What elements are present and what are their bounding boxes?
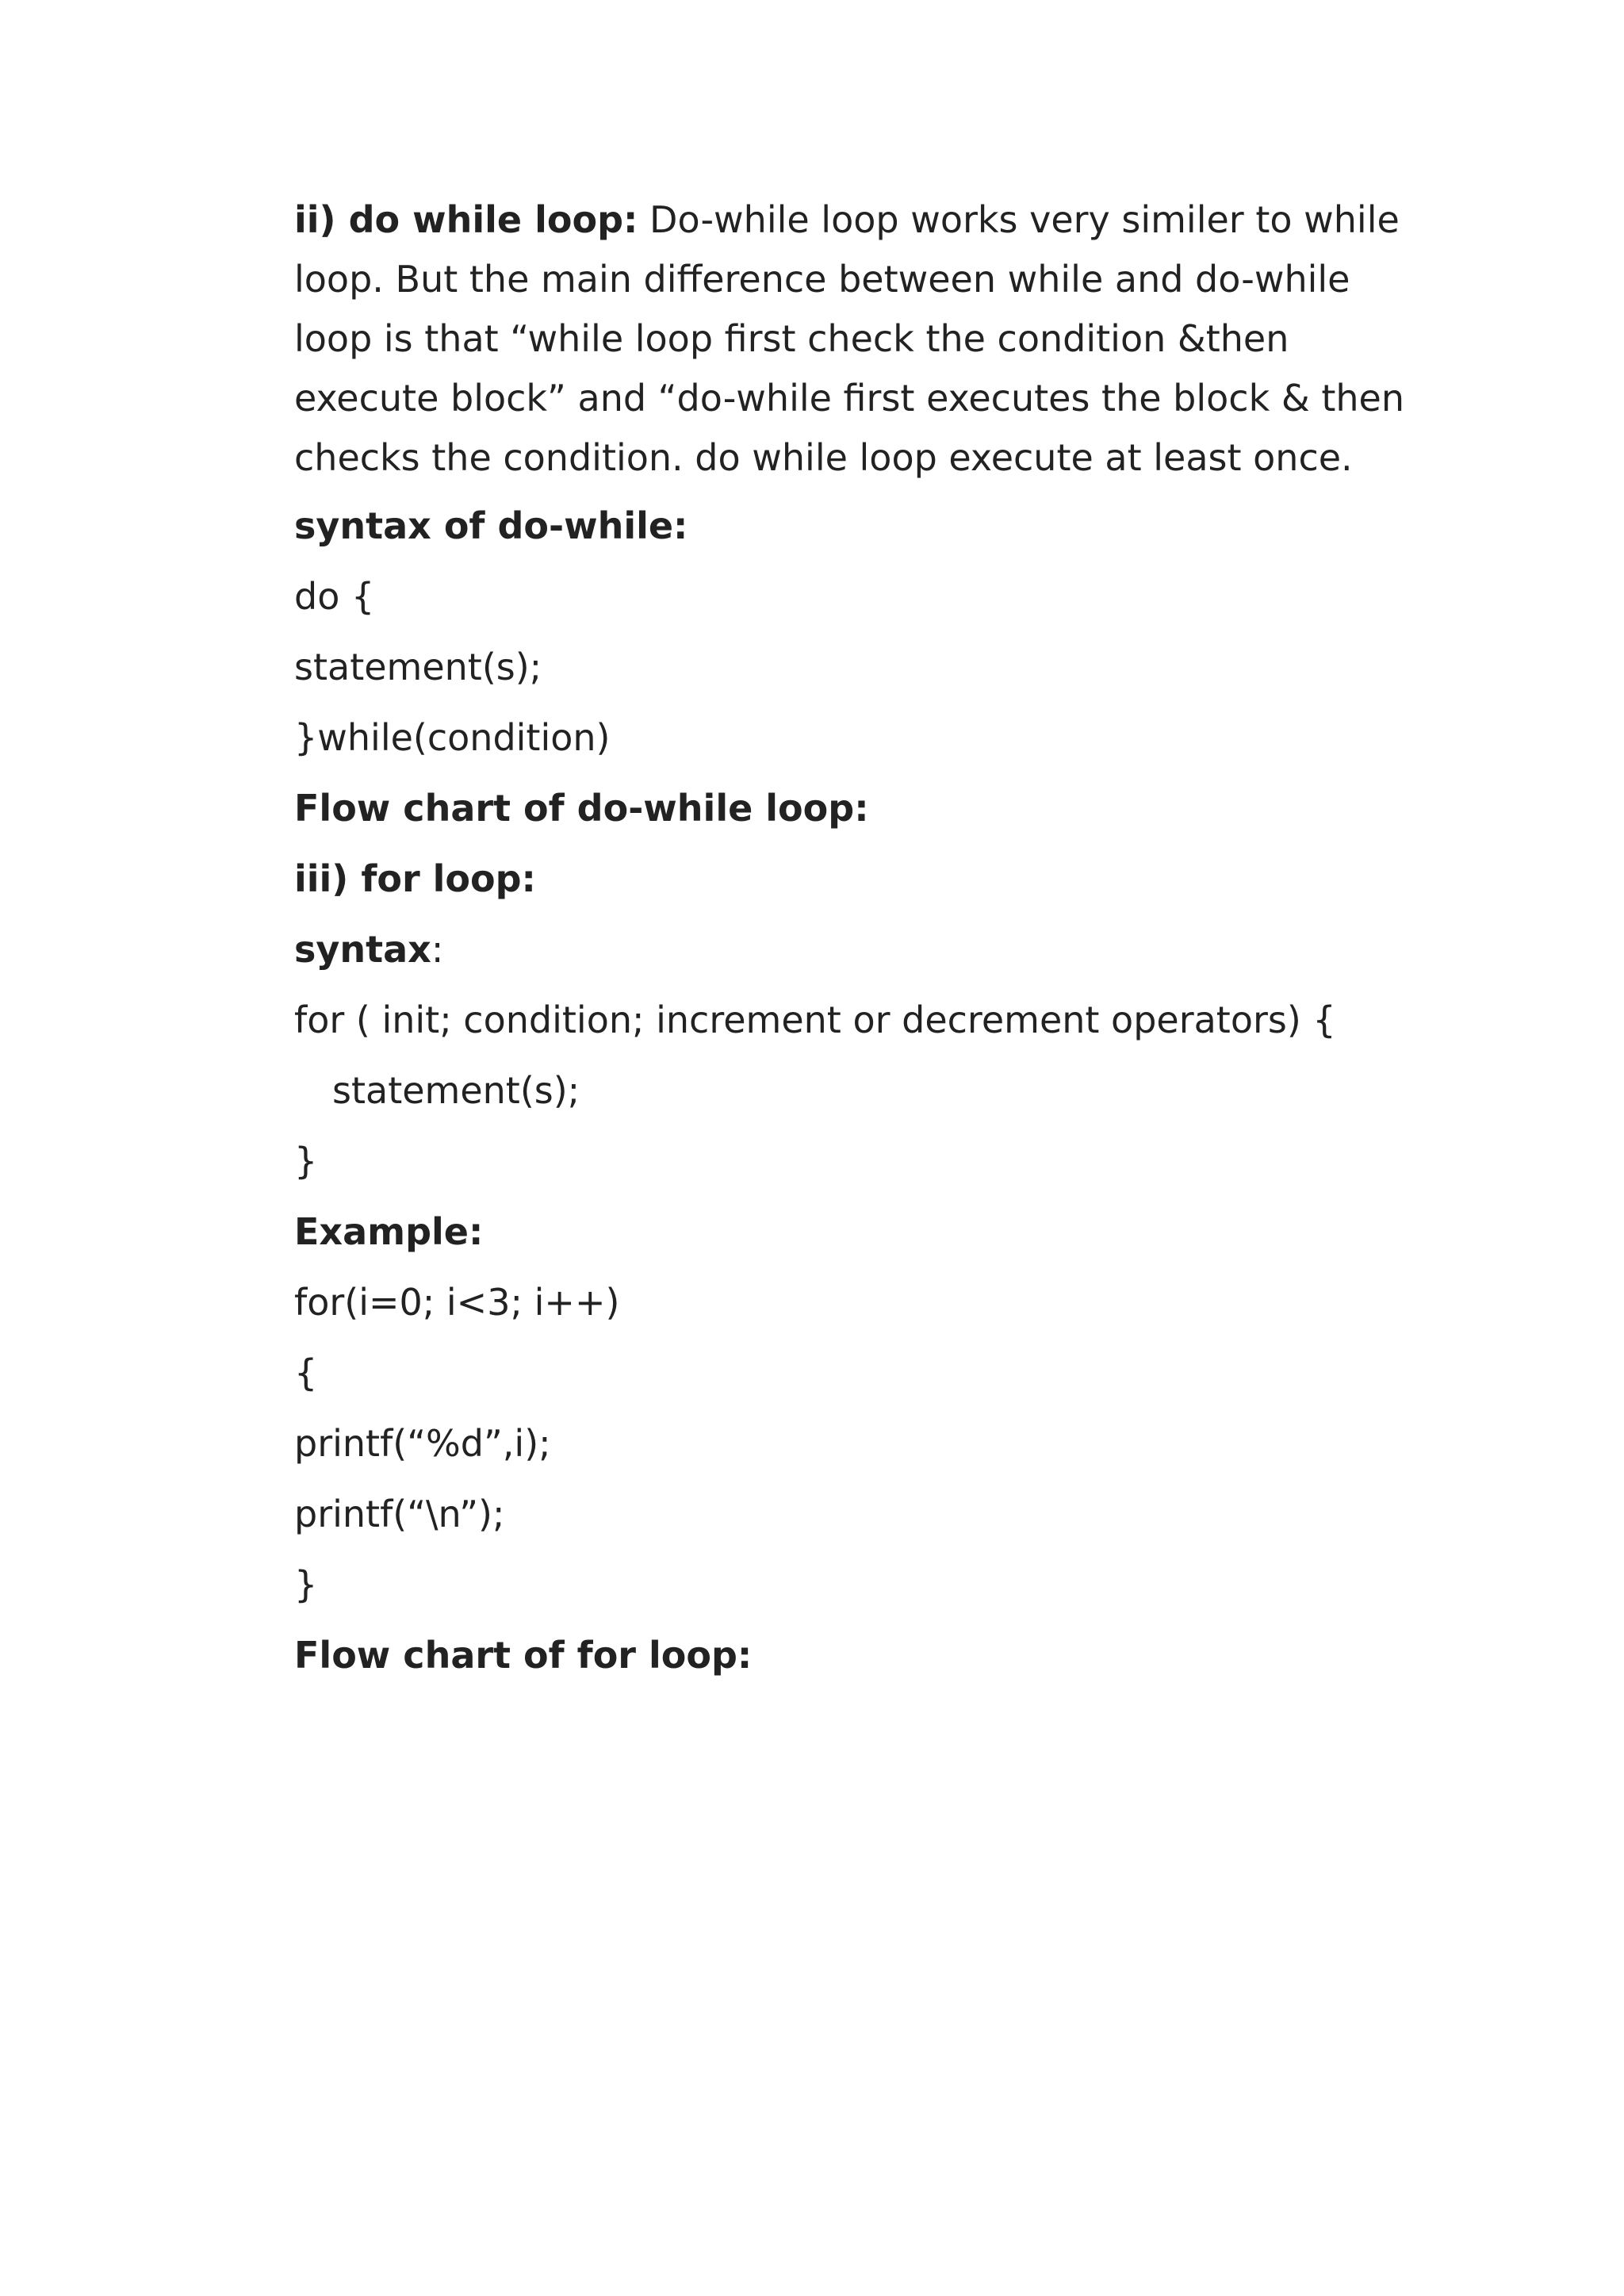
example-line-close-brace: } [294,1563,318,1606]
syntax-colon: : [431,928,444,971]
example-line-printf-newline: printf(“\n”); [294,1493,505,1535]
code-line-for-close: } [294,1140,318,1182]
section-heading-for-loop: iii) for loop: [294,857,536,900]
intro-paragraph [294,190,1436,488]
code-line-for-statement: statement(s); [332,1069,580,1112]
syntax-label: syntax [294,928,431,971]
code-line-do-open: do { [294,575,375,618]
flow-chart-for-heading: Flow chart of for loop: [294,1634,753,1677]
code-line-while-condition: }while(condition) [294,716,611,759]
flow-chart-do-while-heading: Flow chart of do-while loop: [294,787,869,830]
code-line-statement: statement(s); [294,646,542,688]
example-line-for: for(i=0; i<3; i++) [294,1281,620,1324]
section-heading-do-while: ii) do while loop: [294,198,638,241]
code-line-for-header: for ( init; condition; increment or decrement operators) { [294,999,1336,1041]
example-line-open-brace: { [294,1351,318,1394]
document-page [294,190,1436,1691]
intro-text: Do-while loop works very similer to while loop. But the main difference between while and do-while loop is that “while loop first check the condition &then execute block” and “do-while first executes the block & then checks the condition. do while loop execute at least once. [294,198,1404,479]
syntax-for-heading [294,914,1436,985]
example-heading: Example: [294,1210,484,1253]
syntax-do-while-heading: syntax of do-while: [294,504,688,547]
example-line-printf-d: printf(“%d”,i); [294,1422,551,1465]
